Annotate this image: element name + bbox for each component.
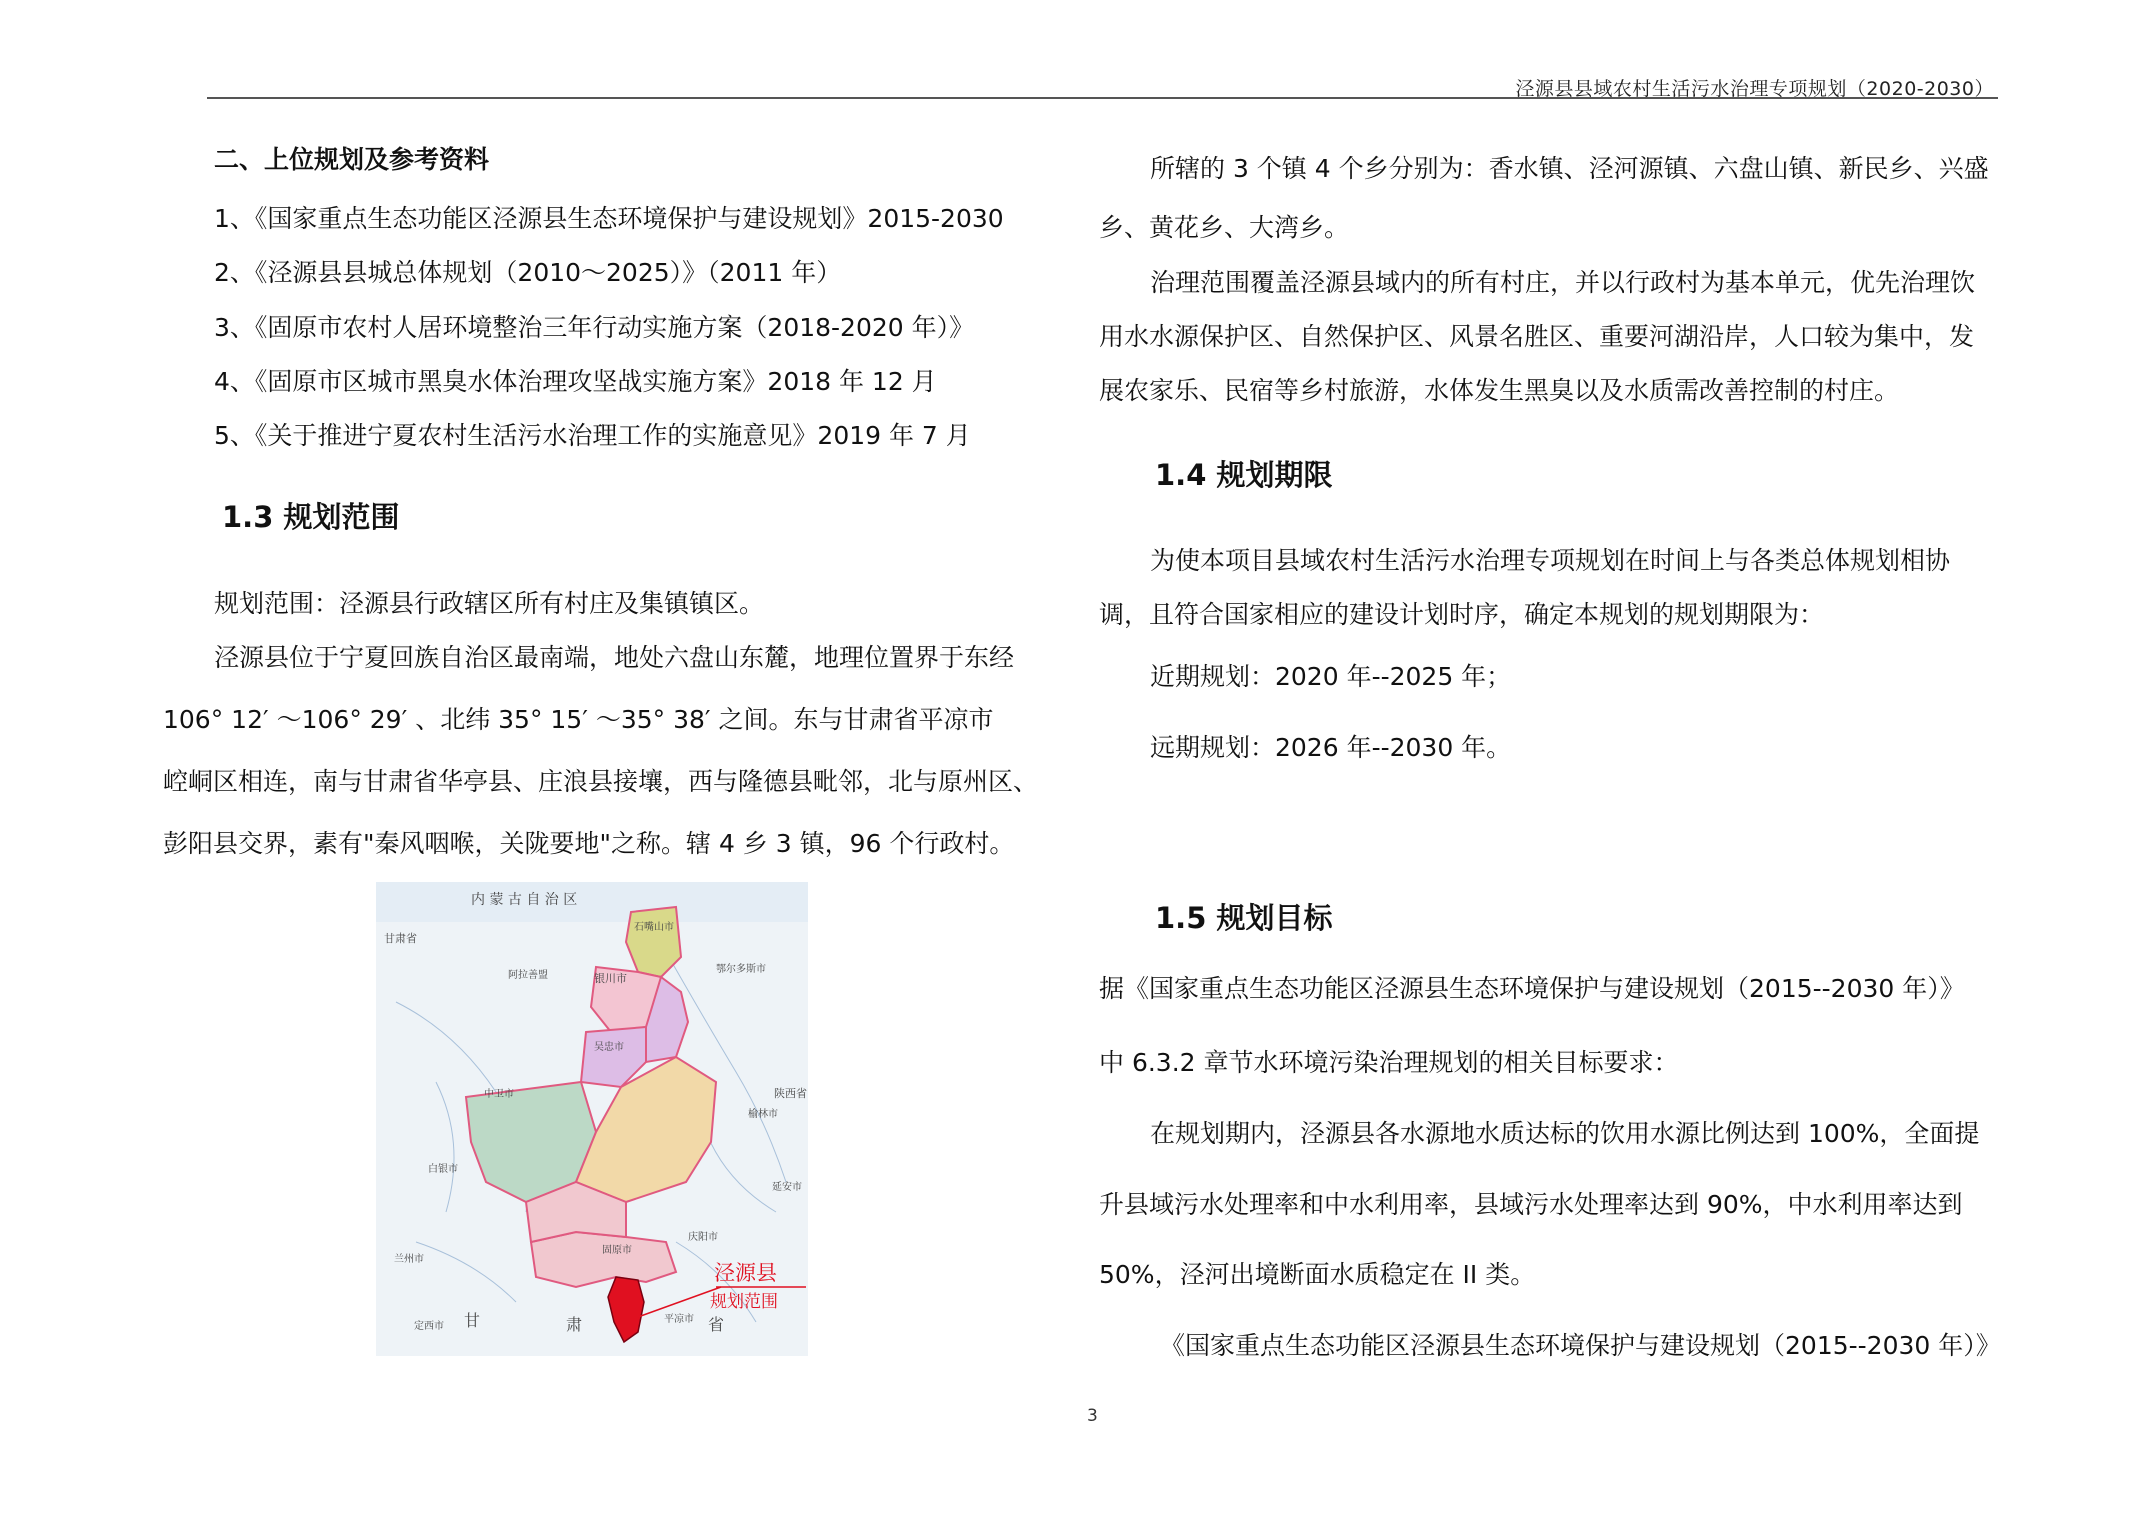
near-term-plan: 近期规划：2020 年--2025 年；: [1150, 662, 1512, 691]
section-1-3-para-line: 崆峒区相连，南与甘肃省华亭县、庄浪县接壤，西与隆德县毗邻，北与原州区、: [163, 767, 1039, 796]
map-label-left: 甘肃省: [384, 932, 417, 945]
map-label-pingliang: 平凉市: [664, 1314, 694, 1325]
map-label-zhongwei: 中卫市: [484, 1089, 514, 1100]
map-label-yinchuan: 银川市: [594, 972, 627, 985]
map-label-yanan: 延安市: [772, 1182, 802, 1193]
map-label-gan: 甘: [464, 1311, 481, 1330]
scope-para-line: 治理范围覆盖泾源县域内的所有村庄，并以行政村为基本单元，优先治理饮: [1150, 268, 1976, 297]
map-label-wuzhong: 吴忠市: [594, 1042, 624, 1053]
map-label-alashan: 阿拉善盟: [508, 970, 548, 981]
section-1-5-para-line: 据《国家重点生态功能区泾源县生态环境保护与建设规划（2015--2030 年）》: [1099, 974, 1965, 1003]
ref-item: 1、《国家重点生态功能区泾源县生态环境保护与建设规划》2015-2030: [214, 204, 1004, 233]
section-1-4-para-line: 为使本项目县域农村生活污水治理专项规划在时间上与各类总体规划相协: [1150, 546, 1951, 575]
ref-item: 2、《泾源县县城总体规划（2010～2025）》（2011 年）: [214, 258, 842, 287]
header-rule: [207, 97, 1998, 99]
section-1-4-title: 1.4 规划期限: [1155, 458, 1333, 492]
section-1-5-para-line: 《国家重点生态功能区泾源县生态环境保护与建设规划（2015--2030 年）》: [1160, 1331, 2001, 1360]
section-1-5-para-line: 升县域污水处理率和中水利用率，县域污水处理率达到 90%，中水利用率达到: [1099, 1190, 1963, 1219]
page-number: 3: [1087, 1406, 1098, 1426]
scope-para-line: 展农家乐、民宿等乡村旅游，水体发生黑臭以及水质需改善控制的村庄。: [1099, 376, 1900, 405]
section-1-5-para-line: 在规划期内，泾源县各水源地水质达标的饮用水源比例达到 100%，全面提: [1150, 1119, 1980, 1148]
towns-para-line: 所辖的 3 个镇 4 个乡分别为：香水镇、泾河源镇、六盘山镇、新民乡、兴盛: [1150, 154, 1989, 183]
section-1-4-para-line: 调，且符合国家相应的建设计划时序，确定本规划的规划期限为：: [1099, 600, 1825, 629]
section-1-3-para-line: 泾源县位于宁夏回族自治区最南端，地处六盘山东麓，地理位置界于东经: [214, 643, 1015, 672]
map-target-name: 泾源县: [714, 1261, 777, 1285]
map-label-guyuan: 固原市: [602, 1245, 632, 1256]
section-1-3-title: 1.3 规划范围: [222, 500, 400, 534]
map-label-top: 内 蒙 古 自 治 区: [471, 892, 578, 908]
guyuan-region: [531, 1232, 676, 1287]
section-1-3-scope: 规划范围：泾源县行政辖区所有村庄及集镇镇区。: [214, 589, 765, 618]
section-1-3-para-line: 彭阳县交界，素有"秦风咽喉，关陇要地"之称。辖 4 乡 3 镇，96 个行政村。: [163, 829, 1015, 858]
map-label-yulin: 榆林市: [748, 1109, 778, 1120]
scope-para-line: 用水水源保护区、自然保护区、风景名胜区、重要河湖沿岸，人口较为集中，发: [1099, 322, 1975, 351]
map-label-lanzhou: 兰州市: [394, 1254, 424, 1265]
map-label-shizuishan: 石嘴山市: [634, 922, 674, 933]
ref-item: 5、《关于推进宁夏农村生活污水治理工作的实施意见》2019 年 7 月: [214, 421, 971, 450]
map-label-baiyin: 白银市: [428, 1164, 458, 1175]
towns-para-line: 乡、黄花乡、大湾乡。: [1099, 213, 1350, 242]
refs-heading: 二、上位规划及参考资料: [214, 145, 490, 174]
long-term-plan: 远期规划：2026 年--2030 年。: [1150, 733, 1512, 762]
map-target-sub: 规划范围: [710, 1292, 778, 1312]
map-label-qingyang: 庆阳市: [688, 1232, 718, 1243]
map-label-dingxi: 定西市: [414, 1321, 444, 1332]
ref-item: 4、《固原市区城市黑臭水体治理攻坚战实施方案》2018 年 12 月: [214, 367, 937, 396]
section-1-3-para-line: 106° 12′ ～106° 29′ 、北纬 35° 15′ ～35° 38′ 之间。东与甘肃省平凉市: [163, 705, 994, 734]
section-1-5-para-line: 50%，泾河出境断面水质稳定在 II 类。: [1099, 1260, 1536, 1289]
running-header: 泾源县县域农村生活污水治理专项规划（2020-2030）: [1515, 78, 1994, 100]
map-label-su: 肃: [566, 1315, 583, 1334]
ref-item: 3、《固原市农村人居环境整治三年行动实施方案（2018-2020 年）》: [214, 313, 975, 342]
section-1-5-title: 1.5 规划目标: [1155, 901, 1333, 935]
map-label-sheng: 省: [708, 1315, 725, 1334]
ningxia-location-map: [376, 882, 808, 1356]
map-label-eerduosi: 鄂尔多斯市: [716, 964, 766, 975]
section-1-5-para-line: 中 6.3.2 章节水环境污染治理规划的相关目标要求：: [1099, 1048, 1679, 1077]
map-label-right: 陕西省: [774, 1087, 807, 1100]
